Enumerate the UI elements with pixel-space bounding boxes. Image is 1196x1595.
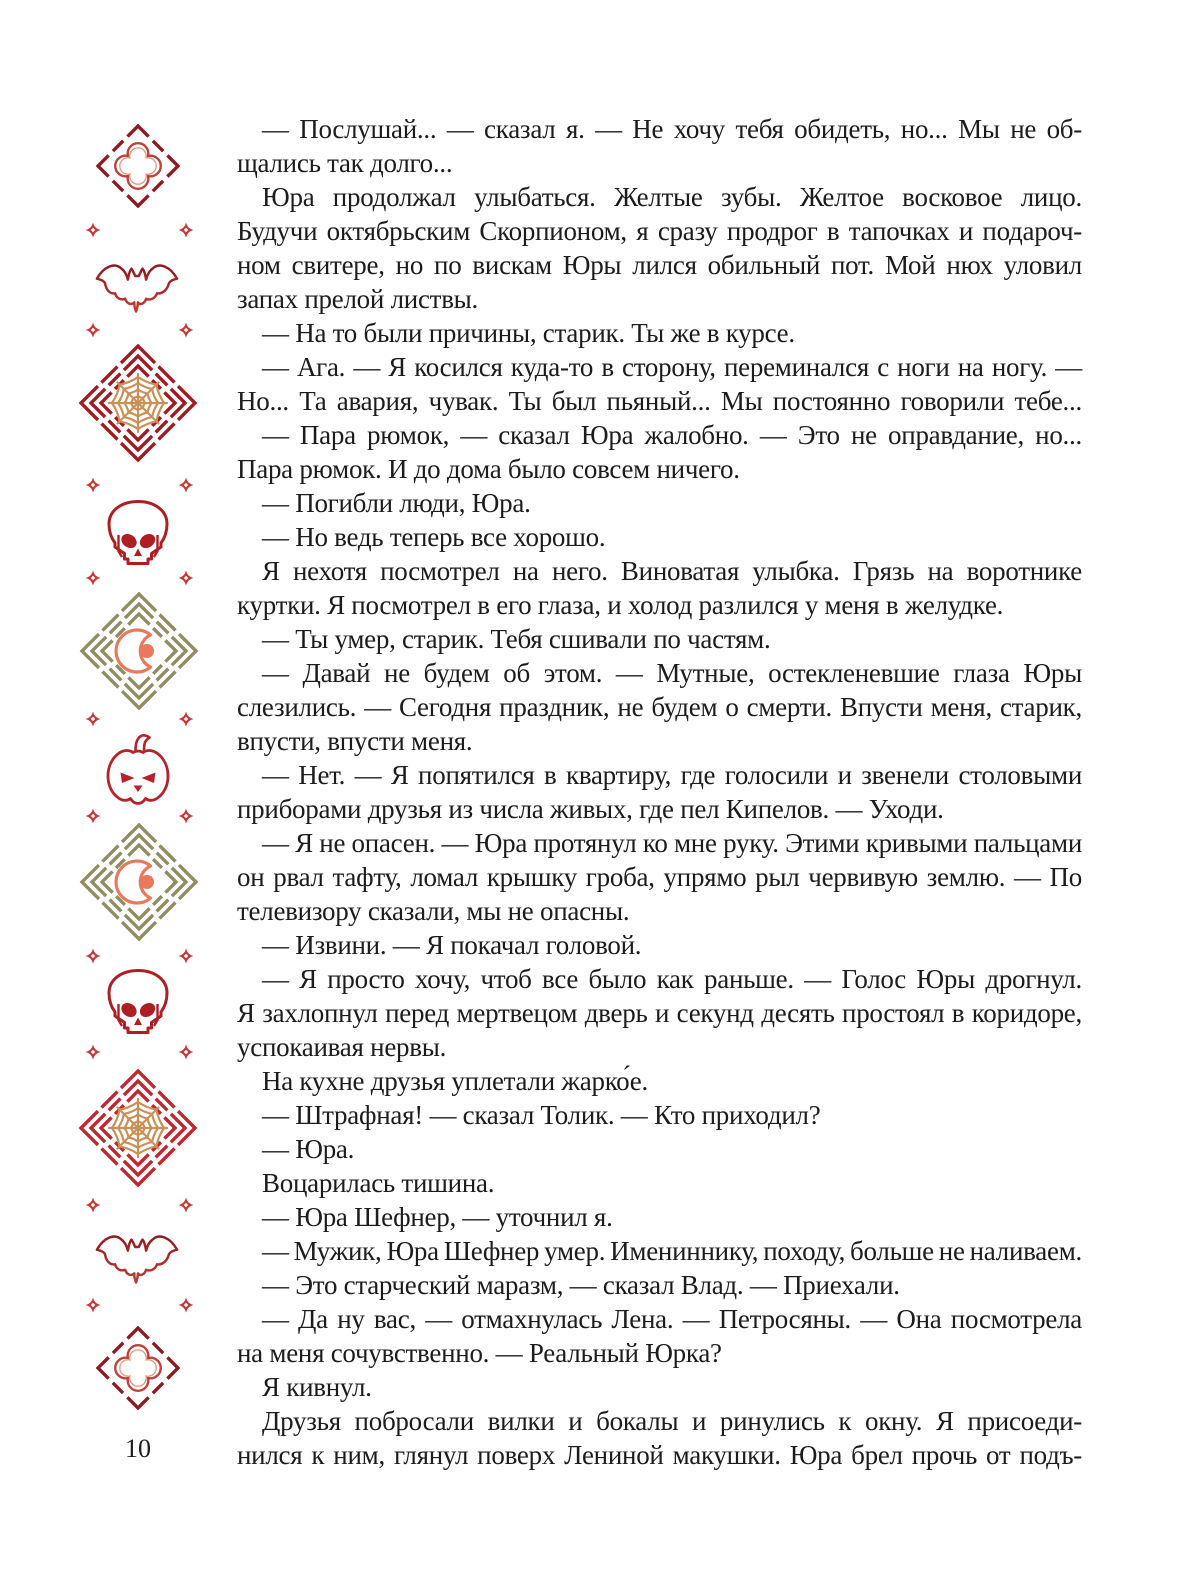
text-line: — На то были причины, старик. Ты же в курсе.: [262, 318, 795, 348]
text-line: впусти, впусти меня.: [237, 726, 473, 756]
sparkle-icon: [84, 221, 102, 239]
text-line: Я кивнул.: [262, 1372, 372, 1402]
paragraph: [237, 962, 1082, 1064]
sparkle-icon: [84, 947, 102, 965]
text-line: запах прелой листвы.: [237, 284, 479, 314]
sparkle-pair: [84, 710, 102, 728]
text-line: — Давай не будем об этом. — Мутные, остекленевшие глаза Юры: [262, 658, 1082, 688]
paragraph: [237, 350, 1082, 418]
pumpkin-icon: [104, 733, 172, 807]
spiderweb-diamond-dark: [76, 341, 200, 465]
sparkle-icon: [84, 710, 102, 728]
quatrefoil-diamond: [96, 1326, 180, 1410]
text-block: [237, 112, 1082, 1472]
crescent-moon-diamond-icon: [77, 820, 201, 944]
pumpkin: [104, 733, 172, 807]
crescent-moon-diamond-icon: [77, 589, 201, 713]
paragraph: [237, 316, 1082, 350]
sparkle-pair: [177, 476, 195, 494]
text-line: щались так долго...: [237, 148, 453, 178]
paragraph: [237, 1234, 1082, 1268]
sparkle-icon: [84, 569, 102, 587]
sparkle-icon: [177, 947, 195, 965]
sparkle-icon: [177, 1196, 195, 1214]
paragraph: [237, 758, 1082, 826]
sparkle-icon: [177, 476, 195, 494]
paragraph: [237, 1098, 1082, 1132]
sparkle-icon: [177, 569, 195, 587]
paragraph: [237, 1370, 1082, 1404]
text-line: — Извини. — Я покачал головой.: [262, 930, 642, 960]
text-line: приборами друзья из числа живых, где пел Кипелов. — Уходи.: [237, 794, 944, 824]
bat-icon: [91, 255, 183, 317]
paragraph: [237, 826, 1082, 928]
sparkle-icon: [84, 1296, 102, 1314]
text-line: слезились. — Сегодня праздник, не будем о смерти. Впусти меня, старик,: [237, 692, 1082, 722]
skull: [105, 498, 171, 568]
text-line: ном свитере, но по вискам Юры лился обильный пот. Мой нюх уловил: [237, 250, 1082, 280]
text-line: нился к ним, глянул поверх Лениной макушки. Юра брел прочь от подъ-: [237, 1440, 1082, 1470]
paragraph: [237, 928, 1082, 962]
text-line: телевизору сказали, мы не опасны.: [237, 896, 630, 926]
spiderweb-diamond-bright: [76, 1066, 200, 1190]
text-line: — Ты умер, старик. Тебя сшивали по частям.: [262, 624, 771, 654]
text-line: — Ага. — Я косился куда-то в сторону, переминался с ноги на ногу. —: [262, 352, 1082, 382]
text-line: Я захлопнул перед мертвецом дверь и секунд десять простоял в коридоре,: [237, 998, 1082, 1028]
bat-icon: [91, 1226, 183, 1288]
paragraph: [237, 1200, 1082, 1234]
text-line: на меня сочувственно. — Реальный Юрка?: [237, 1338, 722, 1368]
paragraph: [237, 1268, 1082, 1302]
sparkle-pair: [177, 1296, 195, 1314]
sparkle-pair: [84, 1043, 102, 1061]
sparkle-pair: [177, 947, 195, 965]
text-line: Воцарилась тишина.: [262, 1168, 495, 1198]
paragraph: [237, 520, 1082, 554]
text-line: успокаивая нервы.: [237, 1032, 447, 1062]
bat: [91, 255, 183, 317]
text-line: Пара рюмок. И до дома было совсем ничего.: [237, 454, 740, 484]
quatrefoil-diamond-icon: [96, 124, 180, 208]
text-line: Но... Та авария, чувак. Ты был пьяный... Мы постоянно говорили тебе...: [237, 386, 1082, 416]
sparkle-pair: [177, 710, 195, 728]
crescent-moon-diamond: [77, 820, 201, 944]
text-line: куртки. Я посмотрел в его глаза, и холод разлился у меня в желудке.: [237, 590, 1004, 620]
sparkle-pair: [177, 221, 195, 239]
text-line: — Я просто хочу, чтоб все было как раньше. — Голос Юры дрогнул.: [262, 964, 1082, 994]
spiderweb-diamond-icon: [76, 341, 200, 465]
sparkle-pair: [177, 321, 195, 339]
sparkle-icon: [177, 710, 195, 728]
text-line: — Но ведь теперь все хорошо.: [262, 522, 606, 552]
sparkle-pair: [84, 947, 102, 965]
paragraph: [237, 554, 1082, 622]
text-line: Я нехотя посмотрел на него. Виноватая улыбка. Грязь на воротнике: [262, 556, 1082, 586]
paragraph: [237, 418, 1082, 486]
sparkle-icon: [177, 321, 195, 339]
text-line: Будучи октябрьским Скорпионом, я сразу продрог в тапочках и подароч-: [237, 216, 1082, 246]
text-line: он рвал тафту, ломал крышку гроба, упрямо рыл червивую землю. — По: [237, 862, 1082, 892]
paragraph: [237, 1132, 1082, 1166]
paragraph: [237, 622, 1082, 656]
text-line: Юра продолжал улыбаться. Желтые зубы. Желтое восковое лицо.: [262, 182, 1082, 212]
paragraph: [237, 1302, 1082, 1370]
text-line: — Юра Шефнер, — уточнил я.: [262, 1202, 613, 1232]
sparkle-icon: [84, 1043, 102, 1061]
sparkle-icon: [84, 1196, 102, 1214]
sparkle-icon: [177, 221, 195, 239]
skull: [105, 967, 171, 1037]
paragraph: [237, 112, 1082, 180]
sparkle-pair: [84, 1296, 102, 1314]
sparkle-pair: [84, 1196, 102, 1214]
paragraph: [237, 180, 1082, 316]
paragraph: [237, 656, 1082, 758]
text-line: — Мужик, Юра Шефнер умер. Имениннику, походу, больше не наливаем.: [262, 1236, 1082, 1266]
spiderweb-diamond-icon: [76, 1066, 200, 1190]
sparkle-pair: [177, 1196, 195, 1214]
skull-icon: [105, 967, 171, 1037]
quatrefoil-diamond: [96, 124, 180, 208]
sparkle-icon: [84, 476, 102, 494]
text-line: — Юра.: [262, 1134, 355, 1164]
text-line: — Послушай... — сказал я. — Не хочу тебя обидеть, но... Мы не об-: [262, 114, 1082, 144]
sparkle-pair: [84, 569, 102, 587]
sparkle-pair: [84, 476, 102, 494]
text-line: — Да ну вас, — отмахнулась Лена. — Петросяны. — Она посмотрела: [262, 1304, 1082, 1334]
text-line: — Нет. — Я попятился в квартиру, где голосили и звенели столовыми: [262, 760, 1082, 790]
text-line: — Это старческий маразм, — сказал Влад. — Приехали.: [262, 1270, 900, 1300]
sparkle-icon: [84, 321, 102, 339]
sparkle-pair: [84, 321, 102, 339]
margin-decorations: [0, 0, 237, 1595]
text-line: На кухне друзья уплетали жарко́е.: [262, 1066, 648, 1096]
text-line: Друзья побросали вилки и бокалы и ринулись к окну. Я присоеди-: [262, 1406, 1082, 1436]
text-line: — Пара рюмок, — сказал Юра жалобно. — Это не оправдание, но...: [262, 420, 1082, 450]
sparkle-icon: [177, 1296, 195, 1314]
sparkle-pair: [177, 569, 195, 587]
paragraph: [237, 1166, 1082, 1200]
sparkle-pair: [177, 1043, 195, 1061]
text-line: — Погибли люди, Юра.: [262, 488, 531, 518]
quatrefoil-diamond-icon: [96, 1326, 180, 1410]
crescent-moon-diamond: [77, 589, 201, 713]
sparkle-pair: [84, 221, 102, 239]
text-line: — Штрафная! — сказал Толик. — Кто приходил?: [262, 1100, 821, 1130]
text-line: — Я не опасен. — Юра протянул ко мне руку. Этими кривыми пальцами: [262, 828, 1082, 858]
sparkle-icon: [177, 1043, 195, 1061]
bat: [91, 1226, 183, 1288]
skull-icon: [105, 498, 171, 568]
paragraph: [237, 486, 1082, 520]
page-number: 10: [125, 1434, 151, 1463]
paragraph: [237, 1404, 1082, 1472]
paragraph: [237, 1064, 1082, 1098]
